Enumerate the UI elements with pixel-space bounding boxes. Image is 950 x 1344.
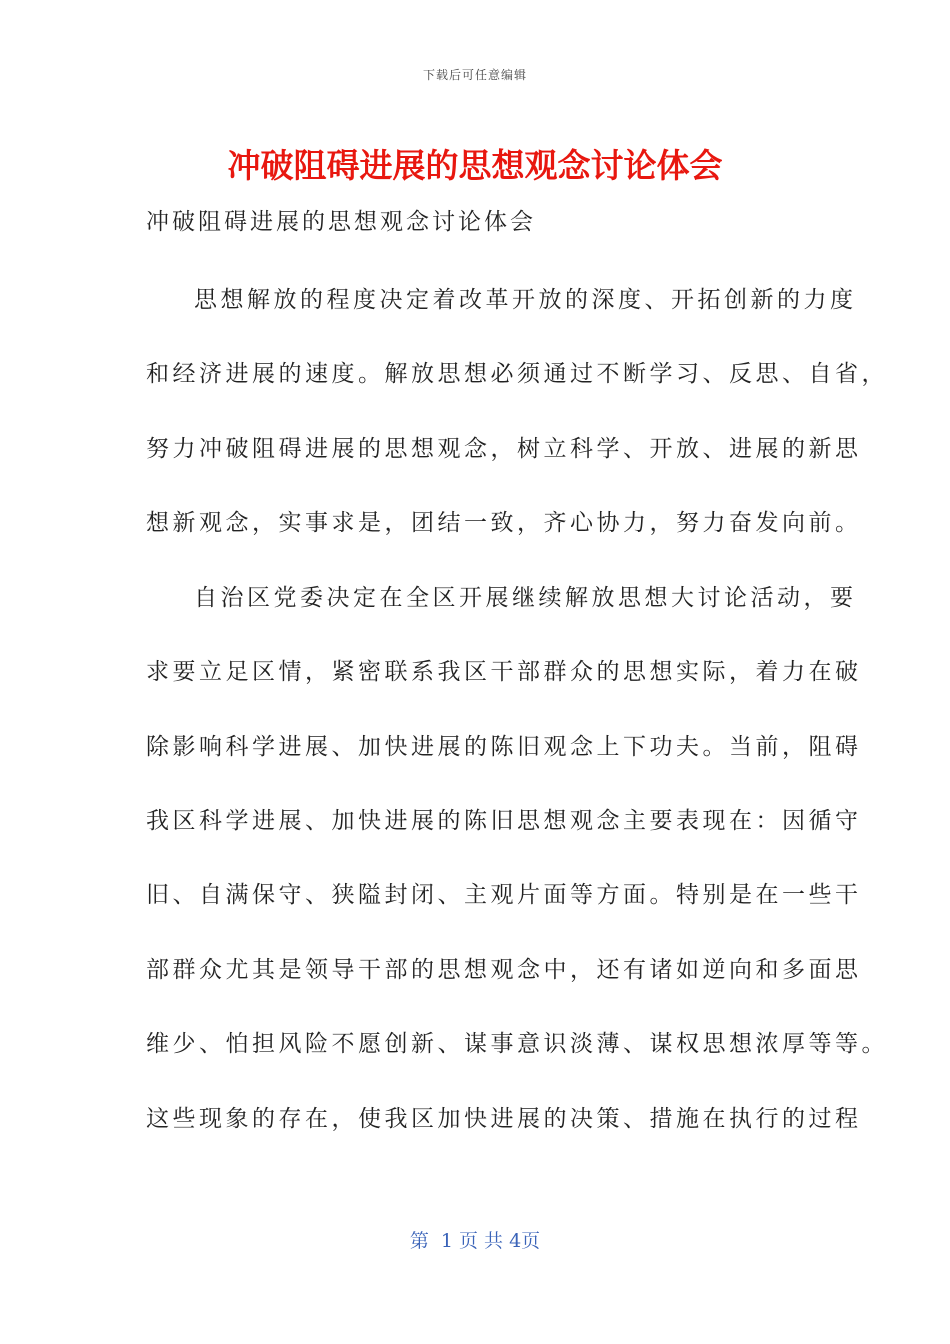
paragraph-line: 除影响科学进展、加快进展的陈旧观念上下功夫。当前，阻碍	[146, 734, 862, 760]
paragraph-line: 思想解放的程度决定着改革开放的深度、开拓创新的力度	[194, 287, 857, 313]
paragraph-line: 求要立足区情，紧密联系我区干部群众的思想实际，着力在破	[146, 659, 862, 685]
paragraph-line: 部群众尤其是领导干部的思想观念中，还有诸如逆向和多面思	[146, 957, 862, 983]
document-subtitle: 冲破阻碍进展的思想观念讨论体会	[146, 209, 536, 235]
paragraph-line: 想新观念，实事求是，团结一致，齐心协力，努力奋发向前。	[146, 510, 862, 536]
paragraph-line: 努力冲破阻碍进展的思想观念，树立科学、开放、进展的新思	[146, 436, 862, 462]
paragraph-line: 这些现象的存在，使我区加快进展的决策、措施在执行的过程	[146, 1106, 862, 1132]
paragraph-line: 旧、自满保守、狭隘封闭、主观片面等方面。特别是在一些干	[146, 882, 862, 908]
paragraph-line: 自治区党委决定在全区开展继续解放思想大讨论活动，要	[194, 585, 857, 611]
paragraph-line: 维少、怕担风险不愿创新、谋事意识淡薄、谋权思想浓厚等等。	[146, 1031, 888, 1057]
page-number-footer: 第 1 页 共 4页	[409, 1230, 541, 1252]
header-note: 下载后可任意编辑	[422, 68, 527, 82]
document-title: 冲破阻碍进展的思想观念讨论体会	[227, 146, 723, 185]
paragraph-line: 我区科学进展、加快进展的陈旧思想观念主要表现在：因循守	[146, 808, 862, 834]
paragraph-line: 和经济进展的速度。解放思想必须通过不断学习、反思、自省，	[146, 361, 888, 387]
